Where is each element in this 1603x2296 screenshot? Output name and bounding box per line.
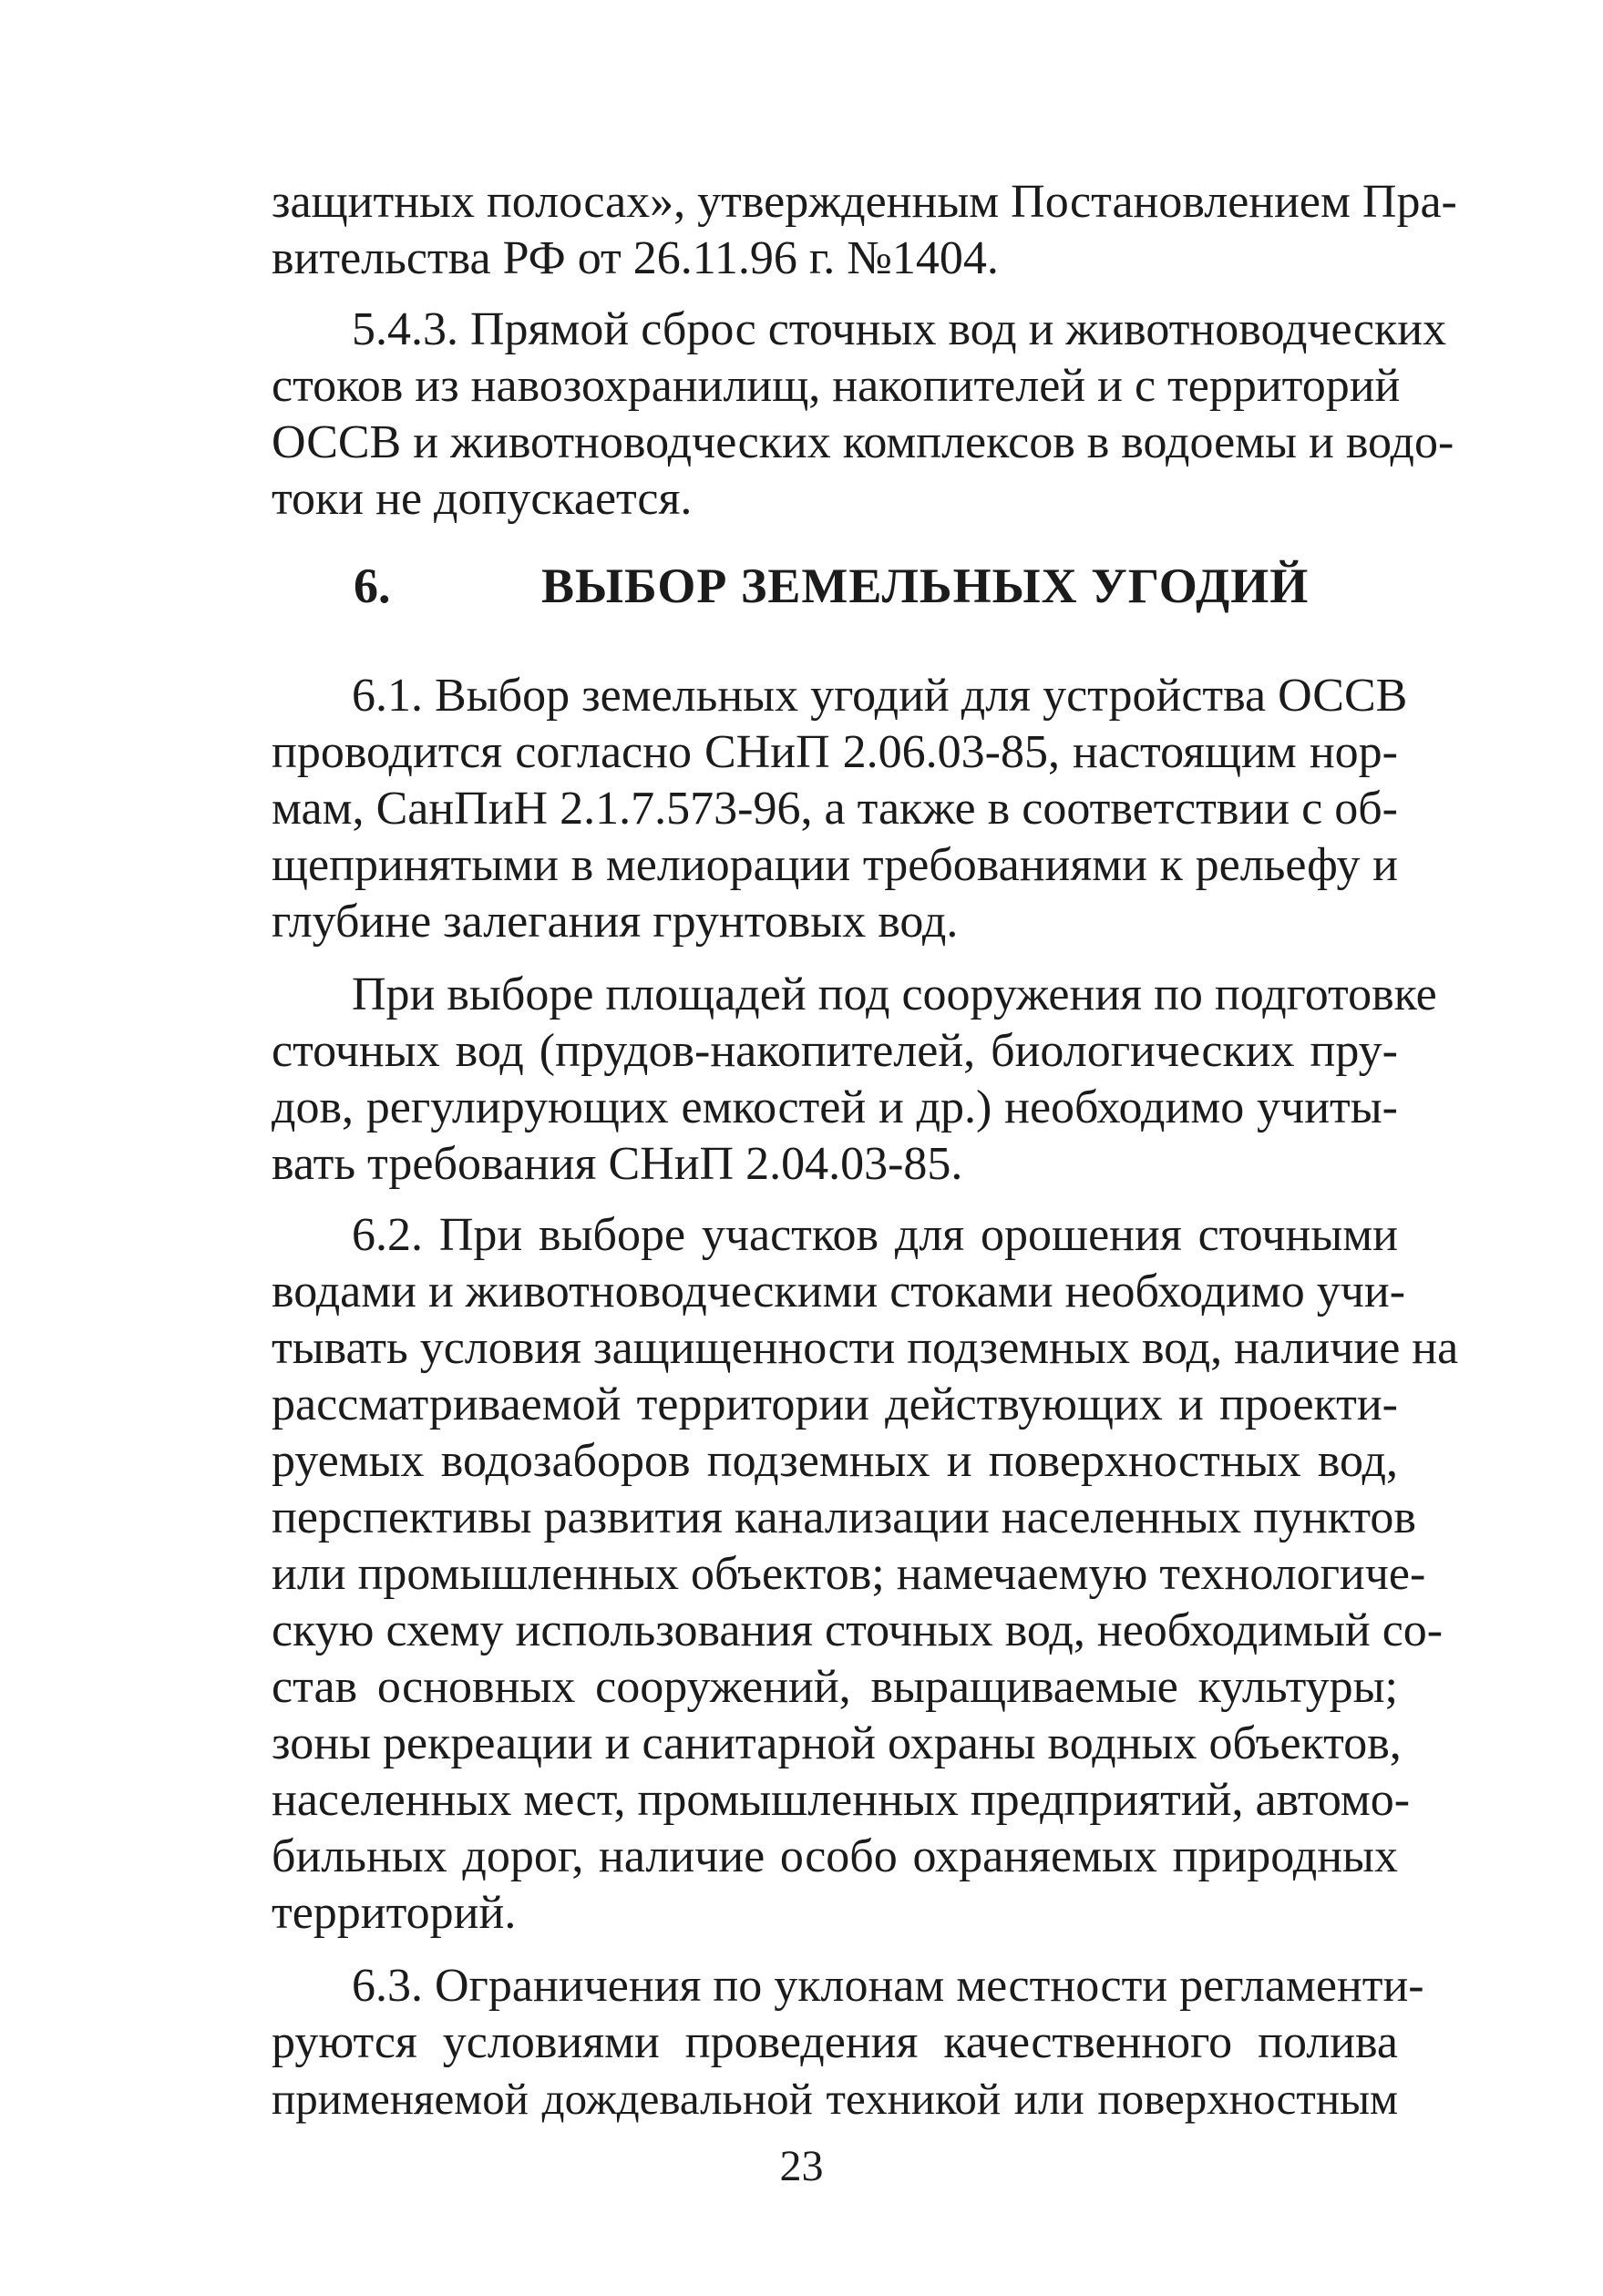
p-6-1b-line-1: При выборе площадей под сооружения по подготовке <box>352 969 1437 1020</box>
intro-line-2: вительства РФ от 26.11.96 г. №1404. <box>272 232 999 284</box>
p-6-2-line-1: 6.2. При выборе участков для орошения сточными <box>352 1209 1398 1261</box>
p-6-2-line-7: или промышленных объектов; намечаемую технологиче- <box>272 1548 1426 1600</box>
page-number: 23 <box>779 2142 824 2190</box>
p-6-3-line-3: применяемой дождевальной техникой или поверхностным <box>272 2074 1398 2124</box>
p-6-2-line-5: руемых водозаборов подземных и поверхностных вод, <box>272 1435 1398 1487</box>
p-6-2-line-10: зоны рекреации и санитарной охраны водных объектов, <box>272 1717 1402 1769</box>
p-6-2-line-2: водами и животноводческими стоками необходимо учи- <box>272 1266 1406 1317</box>
p-6-2-line-11: населенных мест, промышленных предприятий, автомо- <box>272 1774 1411 1826</box>
p-6-2-line-3: тывать условия защищенности подземных вод, наличие на <box>272 1322 1459 1374</box>
p-6-1-line-2: проводится согласно СНиП 2.06.03-85, настоящим нор- <box>272 726 1398 778</box>
section-title: ВЫБОР ЗЕМЕЛЬНЫХ УГОДИЙ <box>541 559 1310 613</box>
section-number: 6. <box>354 559 391 613</box>
p-6-1-line-3: мам, СанПиН 2.1.7.573-96, а также в соответствии с об- <box>272 783 1398 835</box>
p-6-2-line-4: рассматриваемой территории действующих и проекти- <box>272 1379 1398 1430</box>
p-6-2-line-8: скую схему использования сточных вод, необходимый со- <box>272 1604 1444 1656</box>
p-6-3-line-2: руются условиями проведения качественного полива <box>272 2016 1398 2068</box>
p-6-1-line-1: 6.1. Выбор земельных угодий для устройства ОССВ <box>352 670 1408 722</box>
p-5-4-3-line-1: 5.4.3. Прямой сброс сточных вод и животноводческих <box>352 303 1447 355</box>
p-6-1-line-4: щепринятыми в мелиорации требованиями к рельефу и <box>272 839 1398 891</box>
p-5-4-3-line-3: ОССВ и животноводческих комплексов в водоемы и водо- <box>272 416 1454 468</box>
p-6-2-line-9: став основных сооружений, выращиваемые культуры; <box>272 1661 1398 1713</box>
p-5-4-3-line-4: токи не допускается. <box>272 473 693 525</box>
p-6-1b-line-3: дов, регулирующих емкостей и др.) необходимо учиты- <box>272 1081 1398 1133</box>
p-6-2-line-6: перспективы развития канализации населенных пунктов <box>272 1491 1416 1543</box>
p-6-1b-line-4: вать требования СНиП 2.04.03-85. <box>272 1138 963 1190</box>
intro-line-1: защитных полосах», утвержденным Постановлением Пра- <box>272 176 1457 228</box>
p-6-2-line-13: территорий. <box>272 1887 517 1939</box>
p-5-4-3-line-2: стоков из навозохранилищ, накопителей и с территорий <box>272 360 1401 412</box>
p-6-1b-line-2: сточных вод (прудов-накопителей, биологических пру- <box>272 1025 1398 1077</box>
p-6-3-line-1: 6.3. Ограничения по уклонам местности регламенти- <box>352 1960 1424 2012</box>
p-6-1-line-5: глубине залегания грунтовых вод. <box>272 896 959 948</box>
p-6-2-line-12: бильных дорог, наличие особо охраняемых природных <box>272 1830 1398 1882</box>
